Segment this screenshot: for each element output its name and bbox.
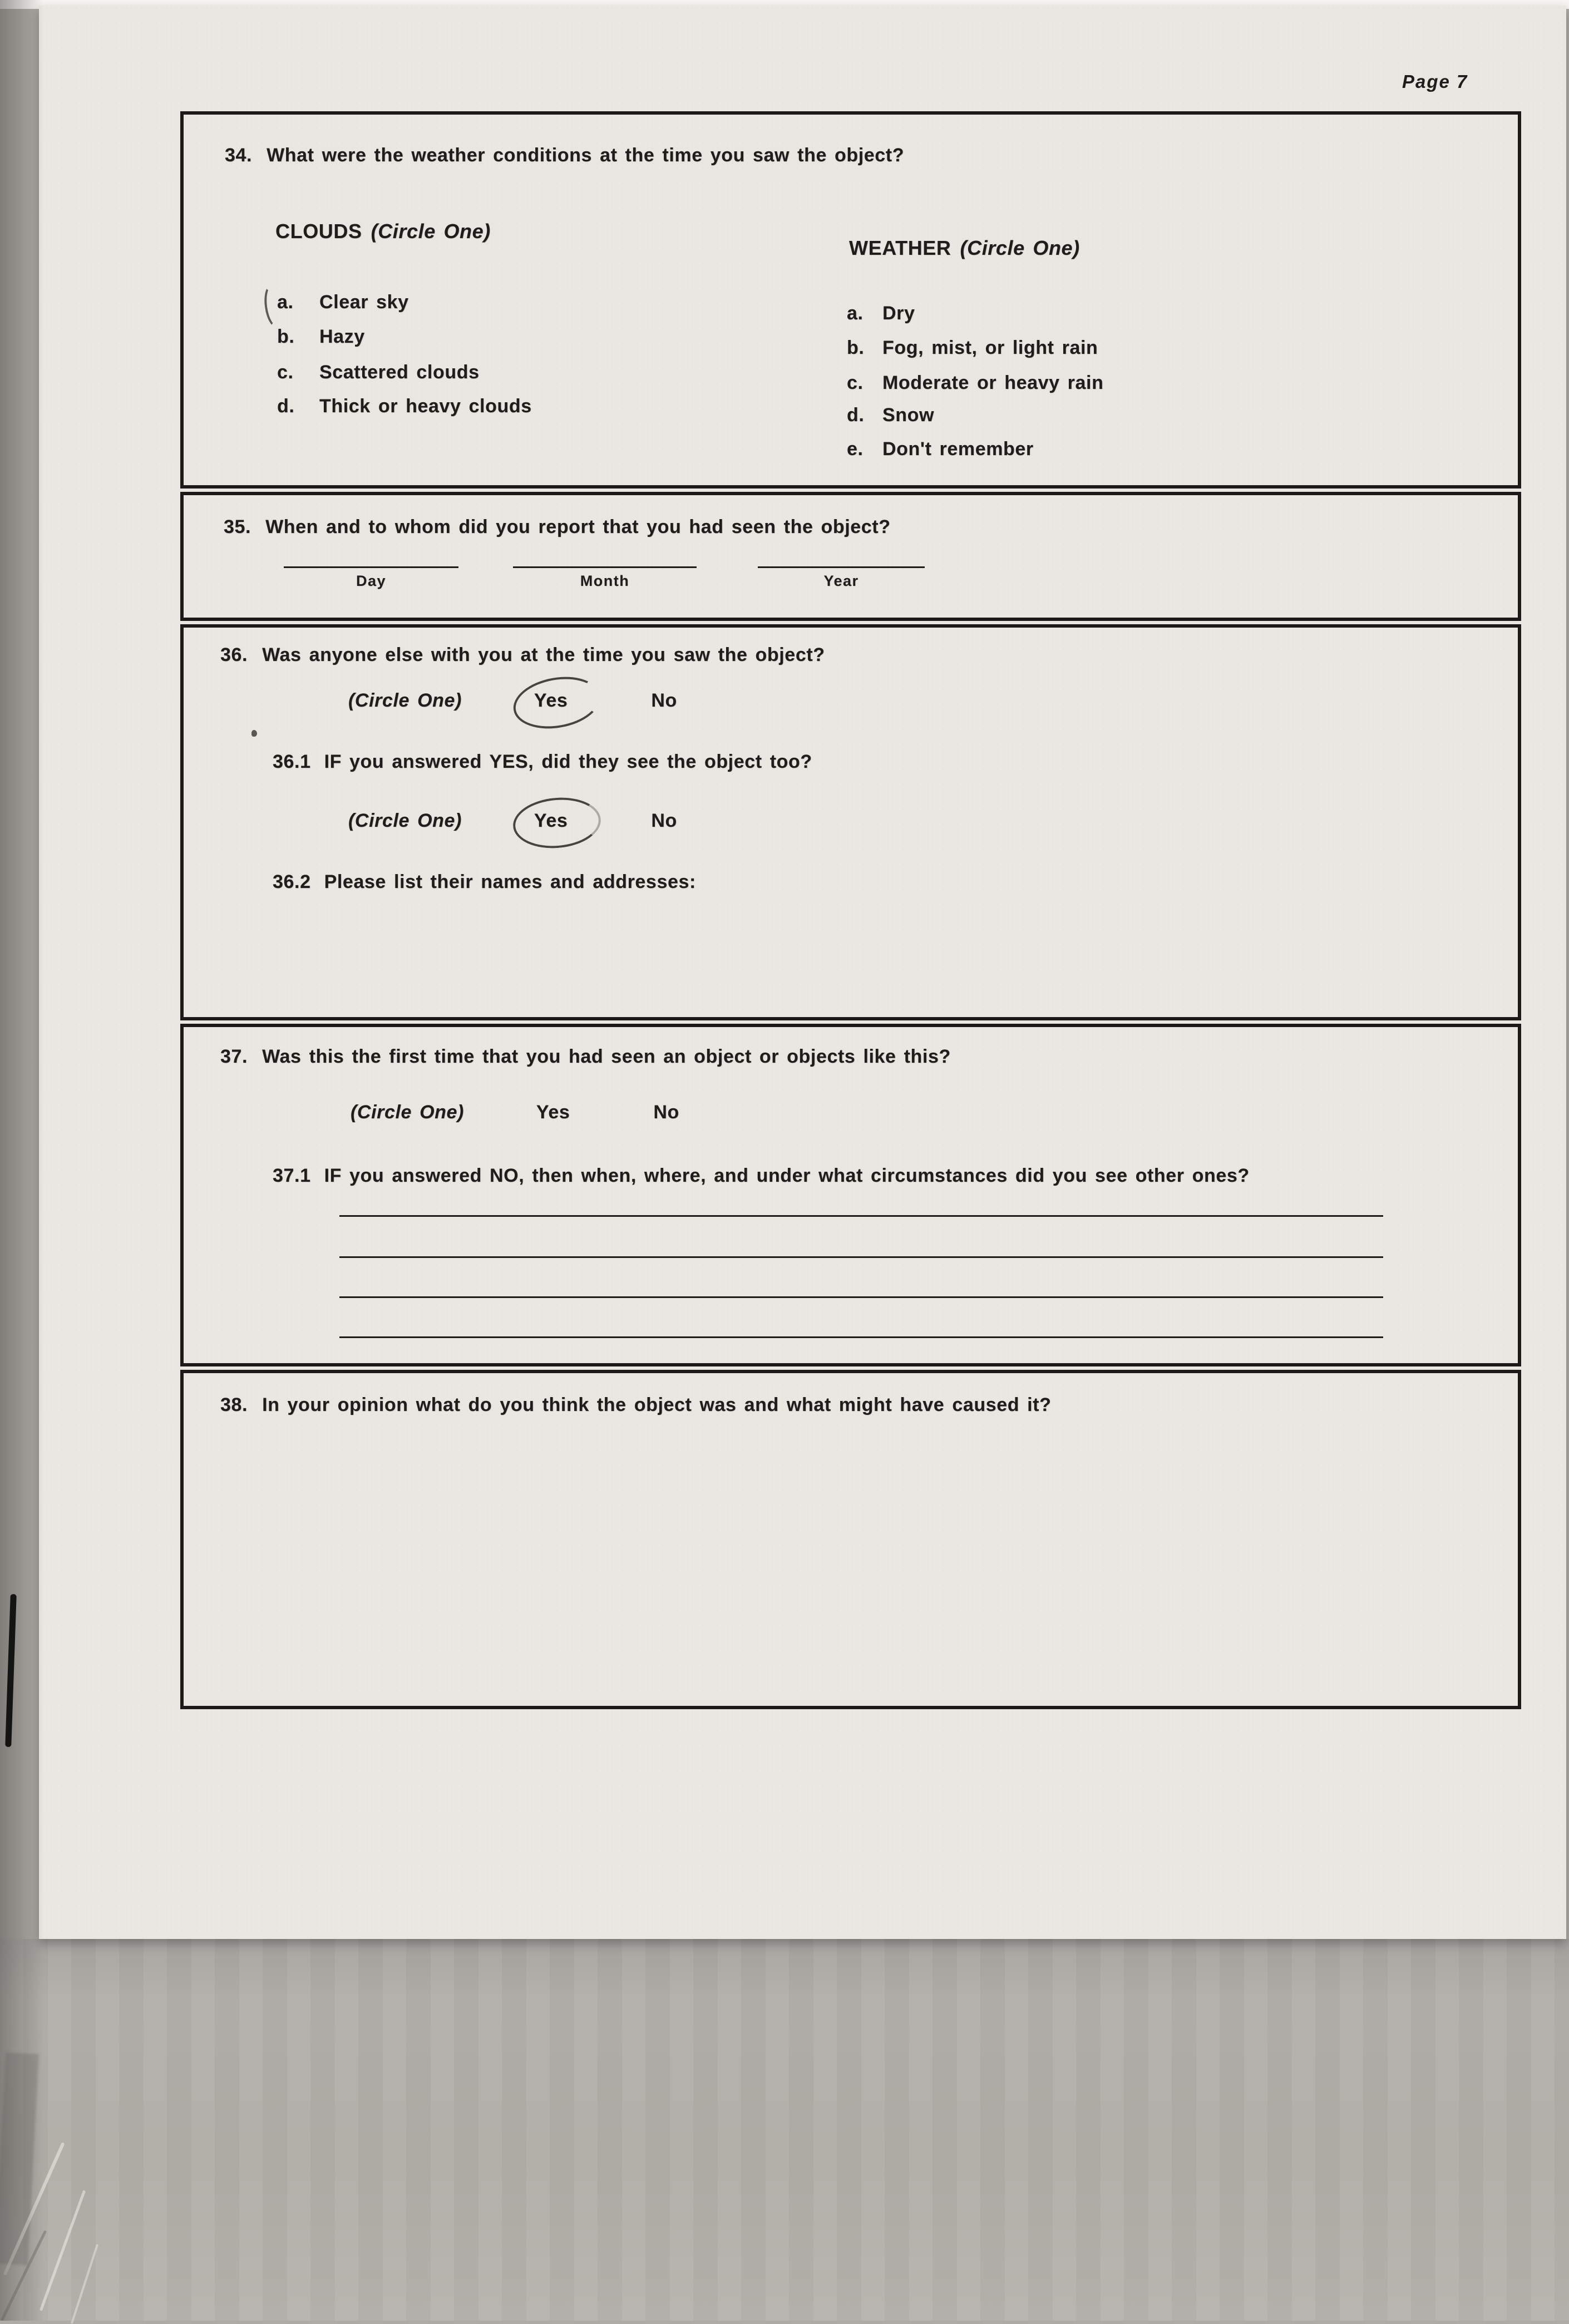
no-label: No [651,690,677,711]
yes-option [536,1103,570,1122]
scanner-background [0,1939,1569,2321]
question-text: Was anyone else with you at the time you saw the object? [262,644,825,665]
question-35 [224,517,891,536]
weather-option-c [847,373,1103,392]
ink-speck [251,730,257,737]
question-37-box [180,1024,1521,1366]
question-37 [220,1047,951,1066]
scanned-form-page [39,6,1566,1939]
year-blank-line [758,546,925,568]
question-37-1 [273,1166,1250,1185]
answer-blank-line [339,1215,1383,1217]
question-text: In your opinion what do you think the object was and what might have caused it? [262,1394,1052,1415]
weather-option-b [847,338,1098,357]
question-34 [225,146,904,165]
weather-option-d [847,406,934,425]
option-letter: a. [277,292,294,313]
circled-yes-mark [509,670,604,735]
question-36-2 [273,872,696,891]
answer-blank-line [339,1336,1383,1338]
yes-option [534,691,568,710]
option-letter: d. [277,396,295,417]
month-field [513,546,697,590]
circle-one-note: (Circle One) [351,1102,464,1123]
sub-question-number: 36.2 [273,871,311,892]
option-label: Clear sky [319,292,409,313]
day-blank-line [284,546,458,568]
weather-heading [849,238,1080,258]
question-text: What were the weather conditions at the time you saw the object? [267,145,905,166]
month-label: Month [580,573,630,589]
question-36-answer-row [348,691,677,710]
option-letter: a. [847,303,864,324]
option-letter: b. [277,326,295,347]
weather-circle-one-note: (Circle One) [960,236,1080,259]
yes-label: Yes [534,690,568,711]
scan-left-edge-shadow [0,0,43,2321]
yes-label: Yes [534,810,568,831]
page-number: Page 7 [1402,71,1468,92]
sub-question-text: IF you answered NO, then when, where, and under what circumstances did you see other ones? [324,1165,1250,1186]
yes-option [534,811,568,830]
option-letter: e. [847,438,864,460]
question-36-1-answer-row [348,811,677,830]
option-label: Scattered clouds [319,362,480,383]
question-number: 37. [220,1046,248,1067]
clouds-title: CLOUDS [275,220,362,243]
option-label: Fog, mist, or light rain [882,337,1098,358]
option-letter: c. [847,372,864,393]
question-number: 35. [224,516,251,537]
sub-question-text: Please list their names and addresses: [324,871,696,892]
weather-option-a [847,304,915,323]
option-label: Don't remember [882,438,1034,460]
question-36-1 [273,752,812,771]
option-label: Snow [882,404,935,426]
sub-question-text: IF you answered YES, did they see the object too? [324,751,812,772]
weather-title: WEATHER [849,236,951,259]
no-label: No [651,810,677,831]
question-number: 38. [220,1394,248,1415]
question-36 [220,645,825,664]
option-label: Moderate or heavy rain [882,372,1104,393]
circled-yes-mark [511,794,603,851]
question-38 [220,1395,1051,1414]
weather-option-e [847,440,1034,458]
clouds-option-a [277,293,409,312]
year-field [758,546,925,590]
question-36-box [180,624,1521,1020]
circle-one-note: (Circle One) [348,690,462,711]
clouds-heading [275,221,491,241]
option-letter: d. [847,404,865,426]
answer-blank-line [339,1296,1383,1298]
month-blank-line [513,546,697,568]
sub-question-number: 37.1 [273,1165,311,1186]
option-label: Thick or heavy clouds [319,396,532,417]
option-letter: c. [277,362,294,383]
clouds-circle-one-note: (Circle One) [371,220,491,243]
question-text: When and to whom did you report that you had seen the object? [265,516,891,537]
question-34-box [180,111,1521,489]
no-label: No [653,1102,679,1123]
question-number: 36. [220,644,248,665]
yes-label: Yes [536,1102,570,1123]
question-35-box [180,492,1521,621]
question-text: Was this the first time that you had seen an object or objects like this? [262,1046,951,1067]
day-label: Day [356,573,387,589]
year-label: Year [823,573,859,589]
option-label: Dry [882,303,915,324]
clouds-option-d [277,397,532,416]
sub-question-number: 36.1 [273,751,311,772]
question-37-answer-row [351,1103,679,1122]
answer-blank-line [339,1256,1383,1258]
clouds-option-b [277,327,365,346]
question-38-box [180,1370,1521,1709]
option-label: Hazy [319,326,365,347]
option-letter: b. [847,337,865,358]
clouds-option-c [277,363,480,382]
question-number: 34. [225,145,253,166]
day-field [284,546,458,590]
circle-one-note: (Circle One) [348,810,462,831]
